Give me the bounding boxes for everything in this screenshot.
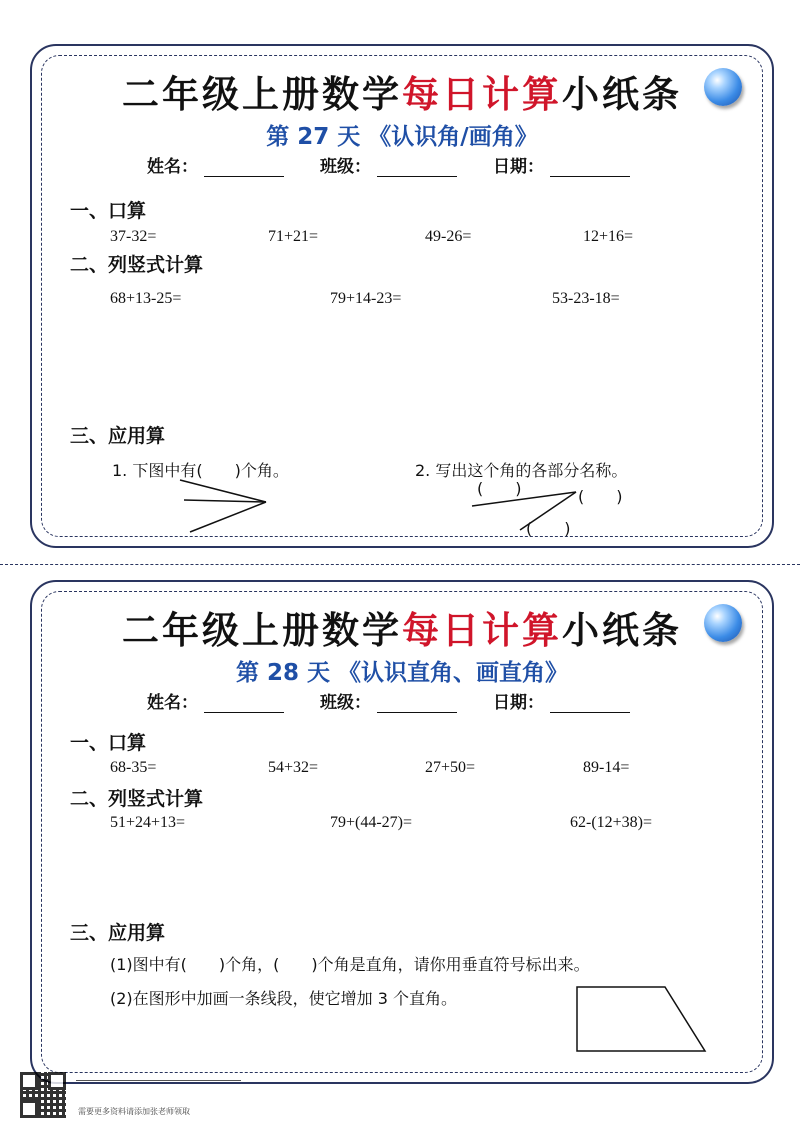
- lesson-subtitle: 第 27 天 《认识角/画角》: [266, 124, 538, 150]
- oral-problem: 89-14=: [583, 759, 630, 776]
- cut-line: [0, 564, 800, 565]
- oral-problem: 12+16=: [583, 228, 634, 245]
- class-field[interactable]: 班级：: [320, 688, 457, 713]
- oral-problem: 37-32=: [110, 228, 157, 245]
- section-vertical-heading: 二、列竖式计算: [70, 254, 204, 276]
- blank-line: [377, 694, 457, 713]
- blank-line: [204, 694, 284, 713]
- date-field[interactable]: 日期：: [493, 688, 630, 713]
- blank-line: [377, 158, 457, 177]
- class-field[interactable]: 班级：: [320, 152, 457, 177]
- blank-side-label: ( ): [578, 487, 623, 506]
- blue-ball-icon: [704, 604, 742, 642]
- blank-line: [550, 158, 630, 177]
- vertical-problem: 79+(44-27)=: [330, 814, 413, 831]
- worksheet-card-day27: [30, 44, 774, 548]
- title-highlight: 每日计算: [402, 609, 562, 652]
- title-part-1: 二年级上册数学: [122, 73, 402, 116]
- vertical-problem: 51+24+13=: [110, 814, 186, 831]
- blue-ball-icon: [704, 68, 742, 106]
- section-application-heading: 三、应用算: [70, 425, 166, 447]
- lesson-subtitle: 第 28 天 《认识直角、画直角》: [235, 660, 569, 686]
- footer-note: 需要更多资料请添加张老师领取: [78, 1107, 190, 1116]
- worksheet-card-day28: [30, 580, 774, 1084]
- question-2: (2)在图形中加画一条线段，使它增加 3 个直角。: [110, 989, 458, 1008]
- trapezoid-figure: [575, 985, 715, 1055]
- section-oral-heading: 一、口算: [70, 732, 147, 754]
- vertical-problem: 79+14-23=: [330, 290, 402, 307]
- name-field[interactable]: 姓名：: [147, 152, 284, 177]
- question-1: (1)图中有( )个角，( )个角是直角，请你用垂直符号标出来。: [110, 955, 590, 974]
- vertical-problem: 68+13-25=: [110, 290, 182, 307]
- worksheet-title: [32, 600, 772, 654]
- student-info-row: [147, 688, 692, 713]
- vertical-problem: 53-23-18=: [552, 290, 620, 307]
- oral-problem: 68-35=: [110, 759, 157, 776]
- question-1: 1. 下图中有( )个角。: [112, 461, 289, 480]
- title-part-2: 小纸条: [562, 73, 682, 116]
- section-vertical-heading: 二、列竖式计算: [70, 788, 204, 810]
- worksheet-title: [32, 64, 772, 118]
- section-application-heading: 三、应用算: [70, 922, 166, 944]
- qr-code-icon[interactable]: [20, 1072, 66, 1118]
- name-field[interactable]: 姓名：: [147, 688, 284, 713]
- blank-side-label: ( ): [526, 519, 571, 538]
- section-oral-heading: 一、口算: [70, 200, 147, 222]
- title-highlight: 每日计算: [402, 73, 562, 116]
- title-part-1: 二年级上册数学: [122, 609, 402, 652]
- oral-problem: 49-26=: [425, 228, 472, 245]
- angle-figure-1: [180, 476, 270, 536]
- oral-problem: 71+21=: [268, 228, 319, 245]
- student-info-row: [147, 152, 692, 177]
- blank-line: [550, 694, 630, 713]
- blank-vertex-label: ( ): [477, 479, 522, 498]
- date-field[interactable]: 日期：: [493, 152, 630, 177]
- oral-problem: 54+32=: [268, 759, 319, 776]
- question-2: 2. 写出这个角的各部分名称。: [415, 461, 628, 480]
- blank-line: [204, 158, 284, 177]
- oral-problem: 27+50=: [425, 759, 476, 776]
- footer-divider: [76, 1080, 241, 1081]
- vertical-problem: 62-(12+38)=: [570, 814, 653, 831]
- title-part-2: 小纸条: [562, 609, 682, 652]
